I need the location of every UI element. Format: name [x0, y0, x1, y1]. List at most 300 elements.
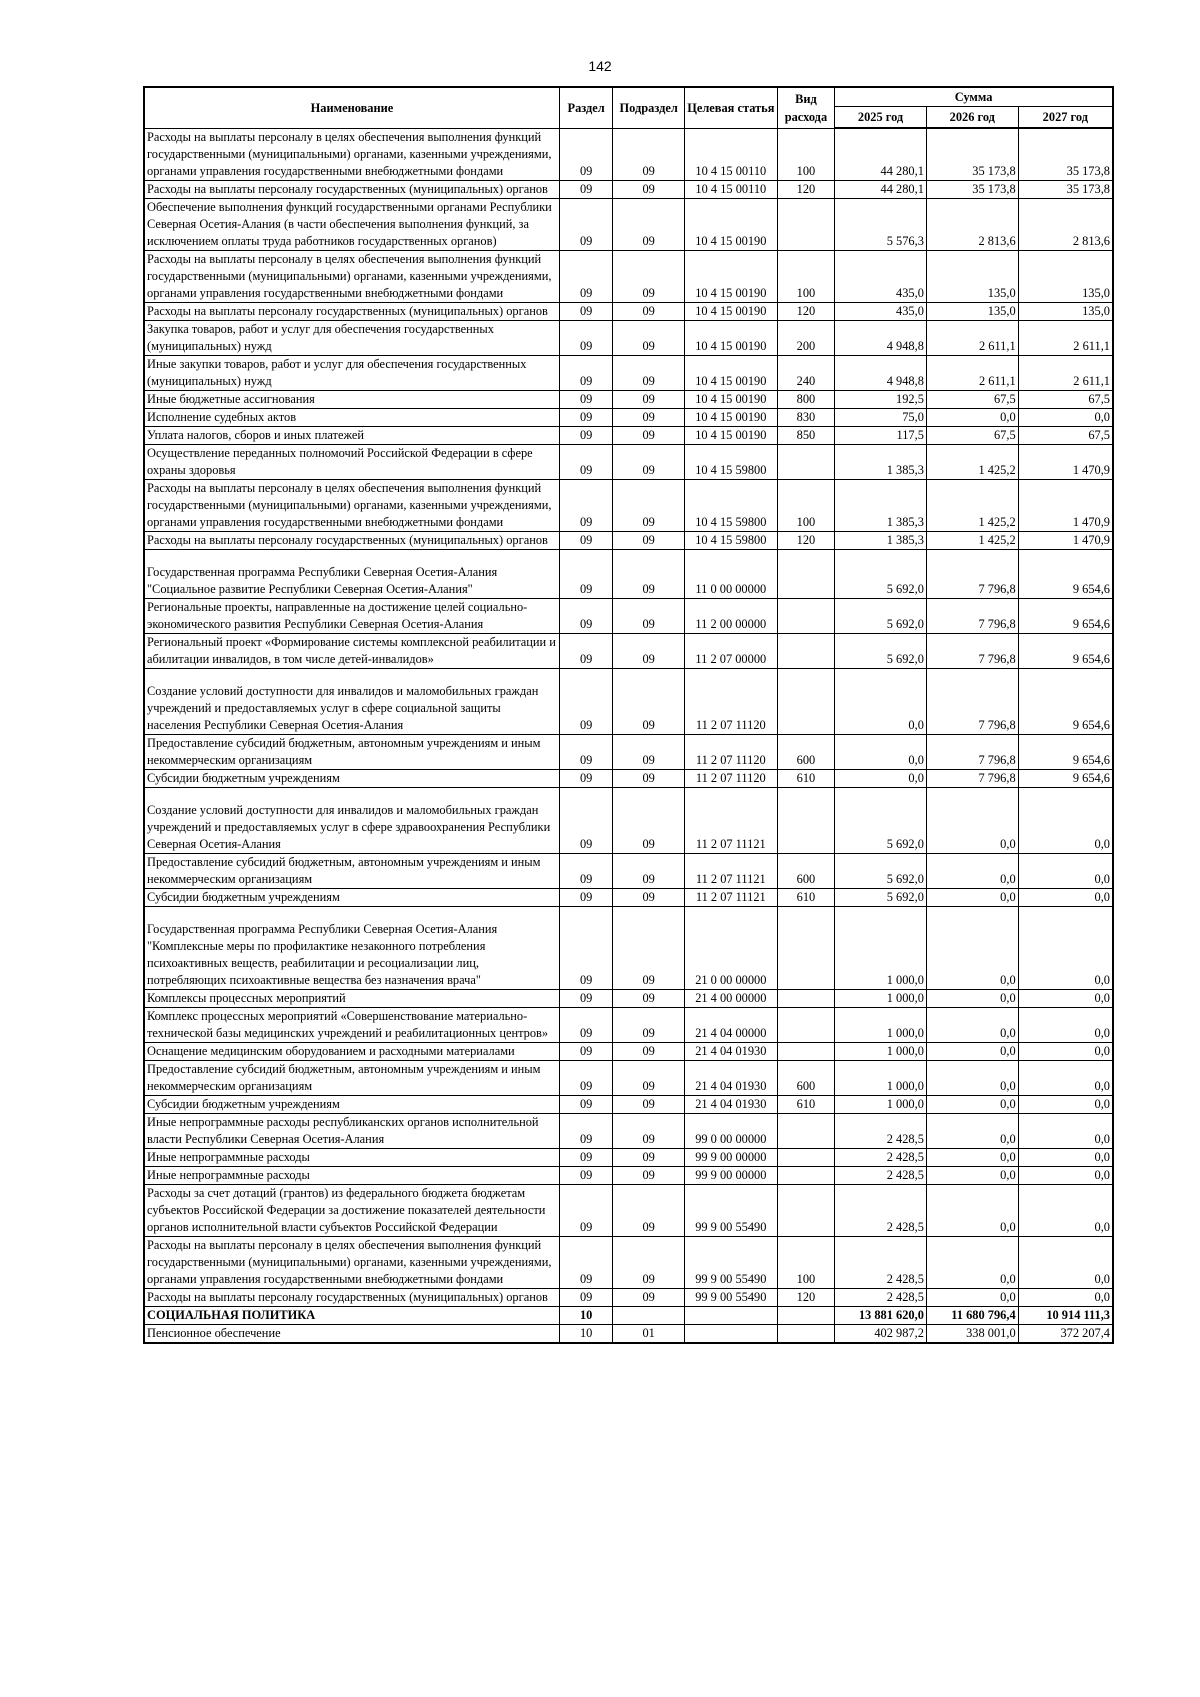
cell-2025: 5 692,0: [835, 787, 927, 853]
cell-2025: 1 000,0: [835, 906, 927, 989]
cell-subsection: 09: [613, 1288, 685, 1306]
cell-2025: 44 280,1: [835, 180, 927, 198]
cell-subsection: 09: [613, 989, 685, 1007]
cell-2025: 117,5: [835, 426, 927, 444]
cell-section: 09: [559, 302, 612, 320]
cell-2027: 67,5: [1018, 426, 1113, 444]
cell-2025: 2 428,5: [835, 1113, 927, 1148]
cell-section: 09: [559, 1184, 612, 1236]
cell-2027: 35 173,8: [1018, 128, 1113, 180]
cell-2027: 67,5: [1018, 390, 1113, 408]
cell-2025: 192,5: [835, 390, 927, 408]
cell-2027: 135,0: [1018, 302, 1113, 320]
table-row: [144, 787, 1113, 853]
cell-subsection: 09: [613, 1060, 685, 1095]
header-subsection: Подраздел: [613, 87, 685, 128]
cell-name: Расходы на выплаты персоналу в целях обеспечения выполнения функций государственными (муниципальными) органами, казенными учреждениями, органами управления государственными внебюджетными фондами: [144, 250, 559, 302]
cell-type: 600: [777, 1060, 834, 1095]
cell-name: Иные непрограммные расходы республиканских органов исполнительной власти Республики Северная Осетия-Алания: [144, 1113, 559, 1148]
cell-type: 610: [777, 769, 834, 787]
cell-2027: 0,0: [1018, 1007, 1113, 1042]
cell-target: 10 4 15 00190: [684, 390, 777, 408]
cell-section: 09: [559, 1113, 612, 1148]
cell-2025: 44 280,1: [835, 128, 927, 180]
cell-target: [684, 1324, 777, 1343]
cell-section: 10: [559, 1324, 612, 1343]
cell-2026: 67,5: [926, 426, 1018, 444]
cell-type: 600: [777, 853, 834, 888]
cell-type: [777, 1166, 834, 1184]
cell-section: 09: [559, 1288, 612, 1306]
cell-section: 09: [559, 598, 612, 633]
cell-2027: 0,0: [1018, 408, 1113, 426]
cell-2026: 7 796,8: [926, 734, 1018, 769]
cell-subsection: [613, 1306, 685, 1324]
cell-2027: 0,0: [1018, 1113, 1113, 1148]
cell-type: 200: [777, 320, 834, 355]
cell-2027: 135,0: [1018, 250, 1113, 302]
cell-target: 10 4 15 00190: [684, 426, 777, 444]
cell-2026: 135,0: [926, 250, 1018, 302]
cell-2025: 2 428,5: [835, 1236, 927, 1288]
cell-section: 09: [559, 853, 612, 888]
cell-subsection: 09: [613, 1148, 685, 1166]
cell-subsection: 09: [613, 180, 685, 198]
cell-2027: 0,0: [1018, 1166, 1113, 1184]
cell-2027: 0,0: [1018, 1042, 1113, 1060]
cell-subsection: 09: [613, 633, 685, 668]
cell-target: 99 9 00 00000: [684, 1148, 777, 1166]
header-2027: 2027 год: [1018, 107, 1113, 129]
cell-2026: 0,0: [926, 1184, 1018, 1236]
cell-subsection: 09: [613, 531, 685, 549]
cell-section: 09: [559, 989, 612, 1007]
cell-2025: 4 948,8: [835, 320, 927, 355]
cell-section: 09: [559, 444, 612, 479]
cell-2025: 2 428,5: [835, 1288, 927, 1306]
table-row: [144, 989, 1113, 1007]
cell-name: Осуществление переданных полномочий Российской Федерации в сфере охраны здоровья: [144, 444, 559, 479]
cell-2025: 435,0: [835, 250, 927, 302]
cell-subsection: 09: [613, 390, 685, 408]
cell-section: 09: [559, 787, 612, 853]
cell-subsection: 09: [613, 888, 685, 906]
cell-2027: 0,0: [1018, 1288, 1113, 1306]
table-row: [144, 1148, 1113, 1166]
cell-target: 99 9 00 55490: [684, 1288, 777, 1306]
cell-subsection: 09: [613, 479, 685, 531]
cell-section: 09: [559, 1095, 612, 1113]
cell-subsection: 09: [613, 1184, 685, 1236]
cell-2026: 0,0: [926, 1236, 1018, 1288]
cell-2025: 1 000,0: [835, 989, 927, 1007]
cell-section: 09: [559, 198, 612, 250]
cell-2027: 1 470,9: [1018, 479, 1113, 531]
header-name: Наименование: [144, 87, 559, 128]
cell-2026: 0,0: [926, 1042, 1018, 1060]
cell-type: [777, 1042, 834, 1060]
cell-target: 10 4 15 59800: [684, 479, 777, 531]
cell-subsection: 09: [613, 128, 685, 180]
cell-name: Предоставление субсидий бюджетным, автономным учреждениям и иным некоммерческим организациям: [144, 734, 559, 769]
cell-subsection: 09: [613, 1236, 685, 1288]
table-row: [144, 320, 1113, 355]
table-row: [144, 180, 1113, 198]
cell-target: 99 0 00 00000: [684, 1113, 777, 1148]
cell-subsection: 09: [613, 444, 685, 479]
cell-section: 09: [559, 355, 612, 390]
cell-name: Комплекс процессных мероприятий «Совершенствование материально-технической базы медицинских учреждений и реабилитационных центров»: [144, 1007, 559, 1042]
table-row: [144, 250, 1113, 302]
cell-2025: 0,0: [835, 769, 927, 787]
cell-name: Расходы на выплаты персоналу государственных (муниципальных) органов: [144, 531, 559, 549]
cell-name: Расходы на выплаты персоналу в целях обеспечения выполнения функций государственными (муниципальными) органами, казенными учреждениями, органами управления государственными внебюджетными фондами: [144, 128, 559, 180]
cell-type: 850: [777, 426, 834, 444]
cell-subsection: 09: [613, 787, 685, 853]
cell-target: 21 4 04 01930: [684, 1095, 777, 1113]
cell-name: Региональные проекты, направленные на достижение целей социально-экономического развития Республики Северная Осетия-Алания: [144, 598, 559, 633]
table-row: [144, 1306, 1113, 1324]
cell-name: Предоставление субсидий бюджетным, автономным учреждениям и иным некоммерческим организациям: [144, 853, 559, 888]
cell-subsection: 09: [613, 302, 685, 320]
cell-name: Иные непрограммные расходы: [144, 1148, 559, 1166]
header-type: Вид расхода: [777, 87, 834, 128]
cell-type: [777, 1324, 834, 1343]
cell-2026: 0,0: [926, 1007, 1018, 1042]
cell-2027: 0,0: [1018, 1184, 1113, 1236]
cell-target: 99 9 00 55490: [684, 1184, 777, 1236]
cell-section: 09: [559, 1042, 612, 1060]
cell-subsection: 09: [613, 668, 685, 734]
cell-2027: 0,0: [1018, 853, 1113, 888]
cell-2027: 9 654,6: [1018, 769, 1113, 787]
cell-section: 09: [559, 408, 612, 426]
cell-type: [777, 1184, 834, 1236]
cell-type: [777, 549, 834, 598]
cell-target: 11 2 00 00000: [684, 598, 777, 633]
cell-name: Государственная программа Республики Северная Осетия-Алания "Комплексные меры по профилактике незаконного потребления психоактивных веществ, реабилитации и ресоциализации лиц, потребляющих психоактивные вещества без назначения врача": [144, 906, 559, 989]
cell-subsection: 09: [613, 598, 685, 633]
cell-name: Расходы на выплаты персоналу государственных (муниципальных) органов: [144, 1288, 559, 1306]
cell-2027: 0,0: [1018, 1060, 1113, 1095]
cell-type: 100: [777, 1236, 834, 1288]
table-row: [144, 1113, 1113, 1148]
table-row: [144, 549, 1113, 598]
cell-2025: 5 692,0: [835, 633, 927, 668]
cell-target: 10 4 15 00190: [684, 408, 777, 426]
cell-subsection: 09: [613, 320, 685, 355]
cell-2027: 0,0: [1018, 1148, 1113, 1166]
cell-section: 09: [559, 769, 612, 787]
cell-2025: 1 385,3: [835, 479, 927, 531]
cell-section: 10: [559, 1306, 612, 1324]
table-body: [144, 128, 1113, 1343]
cell-target: 11 2 07 11121: [684, 888, 777, 906]
cell-section: 09: [559, 1236, 612, 1288]
cell-name: Обеспечение выполнения функций государственными органами Республики Северная Осетия-Алания (в части обеспечения выполнения функций, за исключением оплаты труда работников государственных органов): [144, 198, 559, 250]
cell-2027: 2 611,1: [1018, 320, 1113, 355]
cell-section: 09: [559, 320, 612, 355]
cell-subsection: 09: [613, 769, 685, 787]
cell-2025: 2 428,5: [835, 1166, 927, 1184]
table-row: [144, 408, 1113, 426]
cell-2025: 1 385,3: [835, 444, 927, 479]
table-row: [144, 598, 1113, 633]
cell-name: Субсидии бюджетным учреждениям: [144, 1095, 559, 1113]
table-row: [144, 355, 1113, 390]
cell-2026: 1 425,2: [926, 479, 1018, 531]
cell-2025: 2 428,5: [835, 1148, 927, 1166]
cell-2027: 35 173,8: [1018, 180, 1113, 198]
cell-2027: 2 611,1: [1018, 355, 1113, 390]
cell-2026: 7 796,8: [926, 769, 1018, 787]
table-row: [144, 479, 1113, 531]
table-row: [144, 1060, 1113, 1095]
cell-subsection: 09: [613, 1095, 685, 1113]
cell-type: 100: [777, 128, 834, 180]
cell-type: 830: [777, 408, 834, 426]
budget-table: [143, 86, 1114, 1344]
cell-target: 21 4 00 00000: [684, 989, 777, 1007]
cell-2025: 1 000,0: [835, 1007, 927, 1042]
cell-section: 09: [559, 426, 612, 444]
cell-subsection: 09: [613, 355, 685, 390]
cell-2027: 9 654,6: [1018, 549, 1113, 598]
table-row: [144, 390, 1113, 408]
cell-subsection: 09: [613, 734, 685, 769]
table-row: [144, 444, 1113, 479]
cell-name: Иные бюджетные ассигнования: [144, 390, 559, 408]
cell-section: 09: [559, 479, 612, 531]
table-row: [144, 128, 1113, 180]
cell-2026: 0,0: [926, 1060, 1018, 1095]
cell-2026: 0,0: [926, 989, 1018, 1007]
cell-2027: 0,0: [1018, 906, 1113, 989]
cell-subsection: 09: [613, 549, 685, 598]
cell-target: 11 0 00 00000: [684, 549, 777, 598]
header-target: Целевая статья: [684, 87, 777, 128]
cell-2026: 0,0: [926, 1095, 1018, 1113]
cell-name: Расходы на выплаты персоналу в целях обеспечения выполнения функций государственными (муниципальными) органами, казенными учреждениями, органами управления государственными внебюджетными фондами: [144, 479, 559, 531]
header-2025: 2025 год: [835, 107, 927, 129]
page-number: 142: [588, 58, 612, 74]
cell-subsection: 09: [613, 198, 685, 250]
cell-target: 10 4 15 00190: [684, 355, 777, 390]
cell-2026: 135,0: [926, 302, 1018, 320]
cell-section: 09: [559, 1166, 612, 1184]
cell-2027: 1 470,9: [1018, 444, 1113, 479]
cell-subsection: 09: [613, 408, 685, 426]
cell-2025: 13 881 620,0: [835, 1306, 927, 1324]
cell-2027: 2 813,6: [1018, 198, 1113, 250]
cell-target: 99 9 00 55490: [684, 1236, 777, 1288]
cell-2026: 1 425,2: [926, 531, 1018, 549]
cell-target: 11 2 07 11120: [684, 769, 777, 787]
cell-target: 10 4 15 00190: [684, 320, 777, 355]
table-row: [144, 734, 1113, 769]
cell-name: Закупка товаров, работ и услуг для обеспечения государственных (муниципальных) нужд: [144, 320, 559, 355]
cell-section: 09: [559, 888, 612, 906]
cell-type: [777, 989, 834, 1007]
table-row: [144, 888, 1113, 906]
table-row: [144, 302, 1113, 320]
cell-2025: 435,0: [835, 302, 927, 320]
cell-name: Расходы на выплаты персоналу государственных (муниципальных) органов: [144, 180, 559, 198]
cell-subsection: 01: [613, 1324, 685, 1343]
cell-2025: 1 000,0: [835, 1060, 927, 1095]
cell-target: 10 4 15 59800: [684, 531, 777, 549]
cell-section: 09: [559, 1060, 612, 1095]
cell-type: [777, 598, 834, 633]
cell-2027: 1 470,9: [1018, 531, 1113, 549]
cell-name: СОЦИАЛЬНАЯ ПОЛИТИКА: [144, 1306, 559, 1324]
cell-2025: 5 692,0: [835, 549, 927, 598]
cell-2026: 0,0: [926, 888, 1018, 906]
cell-type: [777, 444, 834, 479]
cell-2026: 0,0: [926, 408, 1018, 426]
cell-type: [777, 1306, 834, 1324]
cell-section: 09: [559, 180, 612, 198]
cell-type: [777, 1113, 834, 1148]
cell-2027: 9 654,6: [1018, 633, 1113, 668]
cell-name: Предоставление субсидий бюджетным, автономным учреждениям и иным некоммерческим организациям: [144, 1060, 559, 1095]
cell-target: 10 4 15 00190: [684, 198, 777, 250]
cell-subsection: 09: [613, 853, 685, 888]
cell-target: 11 2 07 11120: [684, 734, 777, 769]
cell-type: 120: [777, 1288, 834, 1306]
table-row: [144, 1095, 1113, 1113]
cell-section: 09: [559, 128, 612, 180]
cell-type: [777, 633, 834, 668]
cell-subsection: 09: [613, 250, 685, 302]
cell-2026: 0,0: [926, 906, 1018, 989]
cell-target: 21 4 04 01930: [684, 1042, 777, 1060]
cell-2026: 0,0: [926, 1113, 1018, 1148]
cell-type: 800: [777, 390, 834, 408]
cell-section: 09: [559, 906, 612, 989]
header-2026: 2026 год: [926, 107, 1018, 129]
cell-2025: 5 692,0: [835, 853, 927, 888]
cell-target: 10 4 15 00190: [684, 250, 777, 302]
cell-2026: 0,0: [926, 787, 1018, 853]
cell-name: Иные непрограммные расходы: [144, 1166, 559, 1184]
table-row: [144, 1184, 1113, 1236]
cell-name: Пенсионное обеспечение: [144, 1324, 559, 1343]
cell-2025: 0,0: [835, 734, 927, 769]
cell-subsection: 09: [613, 1113, 685, 1148]
cell-target: 11 2 07 11121: [684, 787, 777, 853]
table-row: [144, 426, 1113, 444]
cell-2026: 7 796,8: [926, 668, 1018, 734]
header-section: Раздел: [559, 87, 612, 128]
cell-section: 09: [559, 531, 612, 549]
cell-section: 09: [559, 549, 612, 598]
cell-target: 10 4 15 00190: [684, 302, 777, 320]
cell-name: Создание условий доступности для инвалидов и маломобильных граждан учреждений и предоставляемых услуг в сфере социальной защиты населения Республики Северная Осетия-Алания: [144, 668, 559, 734]
cell-target: 21 0 00 00000: [684, 906, 777, 989]
table-row: [144, 906, 1113, 989]
cell-2027: 9 654,6: [1018, 734, 1113, 769]
cell-2026: 338 001,0: [926, 1324, 1018, 1343]
cell-2025: 5 692,0: [835, 598, 927, 633]
cell-2026: 35 173,8: [926, 128, 1018, 180]
cell-2027: 9 654,6: [1018, 598, 1113, 633]
cell-name: Исполнение судебных актов: [144, 408, 559, 426]
table-row: [144, 853, 1113, 888]
cell-2026: 0,0: [926, 1148, 1018, 1166]
cell-2026: 2 611,1: [926, 355, 1018, 390]
cell-target: 10 4 15 59800: [684, 444, 777, 479]
table-row: [144, 633, 1113, 668]
table-row: [144, 1007, 1113, 1042]
cell-section: 09: [559, 734, 612, 769]
cell-2026: 1 425,2: [926, 444, 1018, 479]
cell-2026: 2 813,6: [926, 198, 1018, 250]
cell-2026: 2 611,1: [926, 320, 1018, 355]
cell-2026: 7 796,8: [926, 549, 1018, 598]
cell-section: 09: [559, 1148, 612, 1166]
cell-2025: 75,0: [835, 408, 927, 426]
cell-2026: 35 173,8: [926, 180, 1018, 198]
cell-type: [777, 1148, 834, 1166]
cell-target: 99 9 00 00000: [684, 1166, 777, 1184]
table-row: [144, 198, 1113, 250]
cell-name: Расходы за счет дотаций (грантов) из федерального бюджета бюджетам субъектов Российской Федерации за достижение показателей деятельности органов исполнительной власти субъектов Российской Федерации: [144, 1184, 559, 1236]
cell-type: [777, 198, 834, 250]
cell-name: Региональный проект «Формирование системы комплексной реабилитации и абилитации инвалидов, в том числе детей-инвалидов»: [144, 633, 559, 668]
cell-name: Уплата налогов, сборов и иных платежей: [144, 426, 559, 444]
table-row: [144, 1288, 1113, 1306]
cell-type: 610: [777, 1095, 834, 1113]
cell-type: 100: [777, 479, 834, 531]
cell-2025: 0,0: [835, 668, 927, 734]
cell-name: Иные закупки товаров, работ и услуг для обеспечения государственных (муниципальных) нужд: [144, 355, 559, 390]
cell-name: Расходы на выплаты персоналу в целях обеспечения выполнения функций государственными (муниципальными) органами, казенными учреждениями, органами управления государственными внебюджетными фондами: [144, 1236, 559, 1288]
cell-type: 600: [777, 734, 834, 769]
cell-type: [777, 787, 834, 853]
cell-name: Оснащение медицинским оборудованием и расходными материалами: [144, 1042, 559, 1060]
cell-section: 09: [559, 633, 612, 668]
cell-2026: 7 796,8: [926, 598, 1018, 633]
cell-type: 120: [777, 302, 834, 320]
cell-2025: 1 000,0: [835, 1042, 927, 1060]
cell-type: 120: [777, 531, 834, 549]
table-row: [144, 769, 1113, 787]
cell-subsection: 09: [613, 1042, 685, 1060]
cell-target: 11 2 07 11120: [684, 668, 777, 734]
cell-2025: 1 000,0: [835, 1095, 927, 1113]
table-row: [144, 531, 1113, 549]
cell-type: 120: [777, 180, 834, 198]
cell-2025: 1 385,3: [835, 531, 927, 549]
table-row: [144, 1324, 1113, 1343]
cell-type: [777, 906, 834, 989]
cell-2026: 67,5: [926, 390, 1018, 408]
cell-target: 21 4 04 01930: [684, 1060, 777, 1095]
cell-section: 09: [559, 1007, 612, 1042]
cell-2026: 7 796,8: [926, 633, 1018, 668]
cell-type: [777, 668, 834, 734]
cell-type: [777, 1007, 834, 1042]
cell-section: 09: [559, 668, 612, 734]
cell-2025: 402 987,2: [835, 1324, 927, 1343]
cell-target: 11 2 07 11121: [684, 853, 777, 888]
cell-subsection: 09: [613, 426, 685, 444]
cell-2025: 2 428,5: [835, 1184, 927, 1236]
cell-2027: 0,0: [1018, 989, 1113, 1007]
cell-target: 11 2 07 00000: [684, 633, 777, 668]
cell-2027: 0,0: [1018, 1095, 1113, 1113]
